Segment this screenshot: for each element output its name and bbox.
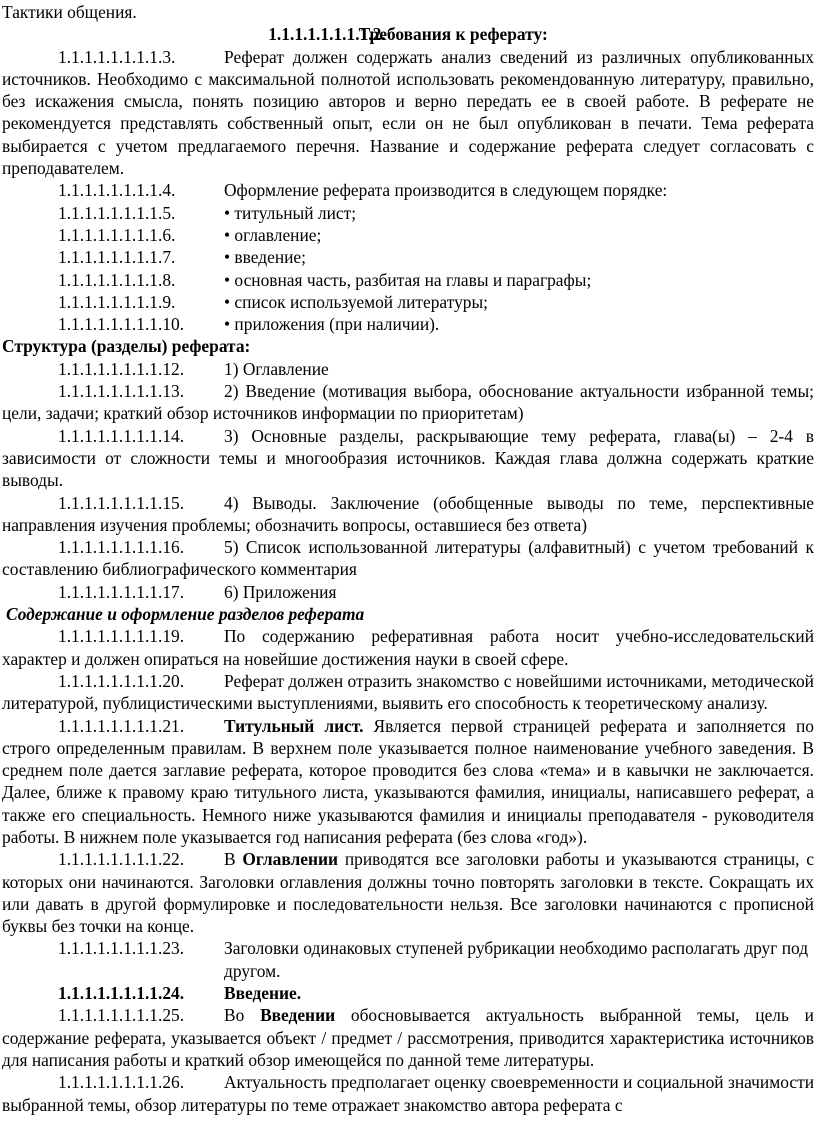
structure-item (2, 581, 814, 603)
list-item-text: • введение; (224, 247, 306, 268)
paragraph-text: обосновывается актуальность выбранной темы, цель и содержание реферата, указывается объект / предмет / рассмотрения, приводится характеристика источников для написания работы и краткий обзор имеющейся по данной теме литературы. (2, 1005, 814, 1070)
title-page-term: Титульный лист. (224, 715, 364, 736)
document-page (2, 1, 814, 1116)
paragraph-text: 1) Оглавление (224, 358, 329, 379)
list-item-text: • титульный лист; (224, 202, 357, 223)
paragraph-number: 1.1.1.1.1.1.1.1.21. (58, 715, 185, 736)
title-page-paragraph (2, 715, 814, 849)
paragraph-requirements (2, 46, 814, 180)
content-paragraph (2, 670, 814, 715)
paragraph-text: Актуальность предполагает оценку своевременности и социальной значимости выбранной темы, обзор литературы по теме отражает знакомство автора реферата с (2, 1072, 814, 1115)
structure-item (2, 536, 814, 581)
paragraph-number: 1.1.1.1.1.1.1.1.25. (58, 1005, 185, 1026)
paragraph-text: Заголовки одинаковых ступеней рубрикации необходимо располагать друг под другом. (224, 938, 809, 981)
list-item-text: • список используемой литературы; (224, 291, 488, 312)
introduction-paragraph (2, 1004, 814, 1071)
list-item (2, 291, 814, 313)
paragraph-text: приводятся все заголовки работы и указываются страницы, с которых они начинаются. Заголовки оглавления должны точно повторять заголовки в тексте. Сокращать их или давать в другой формулировке и последовательности нельзя. Все заголовки начинаются с прописной буквы без точки на конце. (2, 849, 814, 937)
list-item (2, 224, 814, 246)
list-item-number: 1.1.1.1.1.1.1.1.10. (58, 314, 185, 335)
paragraph-number: 1.1.1.1.1.1.1.1.20. (58, 670, 185, 691)
paragraph-prefix: В (224, 849, 243, 870)
paragraph-text: 4) Выводы. Заключение (обобщенные выводы по теме, перспективные направления изучения проблемы; обозначить вопросы, оставшиеся без ответа) (2, 492, 814, 535)
paragraph-number: 1.1.1.1.1.1.1.1.12. (58, 358, 185, 379)
paragraph-number: 1.1.1.1.1.1.1.1.26. (58, 1072, 185, 1093)
paragraph-number: 1.1.1.1.1.1.1.1.13. (58, 381, 185, 402)
list-item (2, 202, 814, 224)
paragraph-number: 1.1.1.1.1.1.1.1.19. (58, 626, 185, 647)
list-item-number: 1.1.1.1.1.1.1.1.7. (58, 247, 176, 268)
list-item (2, 246, 814, 268)
structure-item (2, 492, 814, 537)
paragraph-number: 1.1.1.1.1.1.1.1.23. (58, 938, 185, 959)
introduction-term: Введении (260, 1005, 336, 1026)
paragraph-number: 1.1.1.1.1.1.1.1.4. (58, 180, 176, 201)
paragraph-text: Реферат должен содержать анализ сведений из различных опубликованных источников. Необходимо с максимальной полнотой использовать рекомендованную литературу, правильно, без искажения смысла, понять позицию авторов и верно передать ее в своей работе. В реферате не рекомендуется представлять собственный опыт, если он не был опубликован в печати. Тема реферата выбирается с учетом предлагаемого перечня. Название и содержание реферата следует согласовать с преподавателем. (2, 46, 814, 179)
list-item (2, 269, 814, 291)
paragraph-number: 1.1.1.1.1.1.1.1.16. (58, 537, 185, 558)
contents-paragraph (2, 848, 814, 937)
list-item-number: 1.1.1.1.1.1.1.1.9. (58, 291, 176, 312)
paragraph-number: 1.1.1.1.1.1.1.1.15. (58, 492, 185, 513)
introduction-heading (2, 982, 814, 1004)
paragraph-text: По содержанию реферативная работа носит учебно-исследовательский характер и должен опираться на новейшие достижения науки в своей сфере. (2, 626, 814, 669)
formatting-list (2, 202, 814, 336)
heading-number: 1.1.1.1.1.1.1.1.2. (268, 24, 386, 45)
content-paragraph (2, 625, 814, 670)
structure-heading: Структура (разделы) реферата: (2, 336, 251, 357)
list-item-number: 1.1.1.1.1.1.1.1.6. (58, 224, 176, 245)
content-heading: Содержание и оформление разделов реферата (6, 604, 365, 625)
paragraph-number: 1.1.1.1.1.1.1.1.14. (58, 425, 185, 446)
introduction-title: Введение. (224, 983, 302, 1004)
list-item-number: 1.1.1.1.1.1.1.1.5. (58, 202, 176, 223)
rubrication-paragraph (2, 937, 814, 982)
paragraph-number: 1.1.1.1.1.1.1.1.3. (58, 46, 176, 67)
paragraph-text: Является первой страницей реферата и заполняется по строго определенным правилам. В верхнем поле указывается полное наименование учебного заведения. В среднем поле дается заглавие реферата, которое проводится без слова «тема» и в кавычки не заключается. Далее, ближе к правому краю титульного листа, указываются фамилия, инициалы, написавшего реферат, а также его специальность. Немного ниже указываются фамилия и инициалы преподавателя - руководителя работы. В нижнем поле указывается год написания реферата (без слова «год»). (2, 715, 814, 847)
list-item-text: • оглавление; (224, 224, 322, 245)
paragraph-number: 1.1.1.1.1.1.1.1.24. (58, 983, 185, 1004)
requirements-heading (2, 23, 814, 45)
structure-item (2, 425, 814, 492)
paragraph-text: 3) Основные разделы, раскрывающие тему реферата, глава(ы) – 2-4 в зависимости от сложности темы и многообразия источников. Каждая глава должна содержать краткие выводы. (2, 425, 814, 491)
list-item-text: • приложения (при наличии). (224, 314, 440, 335)
structure-item (2, 380, 814, 425)
list-item-text: • основная часть, разбитая на главы и параграфы; (224, 269, 592, 290)
paragraph-order (2, 179, 814, 201)
contents-term: Оглавлении (242, 849, 339, 870)
paragraph-text: 2) Введение (мотивация выбора, обоснование актуальности избранной темы; цели, задачи; краткий обзор источников информации по приоритетам) (2, 381, 814, 424)
heading-text: Требования к реферату: (358, 24, 548, 45)
list-item (2, 313, 814, 335)
paragraph-number: 1.1.1.1.1.1.1.1.17. (58, 581, 185, 602)
intro-line: Тактики общения. (2, 2, 137, 22)
paragraph-text: Реферат должен отразить знакомство с новейшими источниками, методической литературой, публицистическими выступлениями, выявить его способность к теоретическому анализу. (2, 670, 814, 714)
paragraph-text: Оформление реферата производится в следующем порядке: (224, 180, 668, 201)
list-item-number: 1.1.1.1.1.1.1.1.8. (58, 269, 176, 290)
paragraph-text: 5) Список использованной литературы (алфавитный) с учетом требований к составлению библиографического комментария (2, 537, 814, 580)
relevance-paragraph (2, 1071, 814, 1116)
structure-item (2, 358, 814, 380)
paragraph-number: 1.1.1.1.1.1.1.1.22. (58, 849, 185, 870)
paragraph-prefix: Во (224, 1005, 261, 1026)
paragraph-text: 6) Приложения (224, 581, 337, 602)
